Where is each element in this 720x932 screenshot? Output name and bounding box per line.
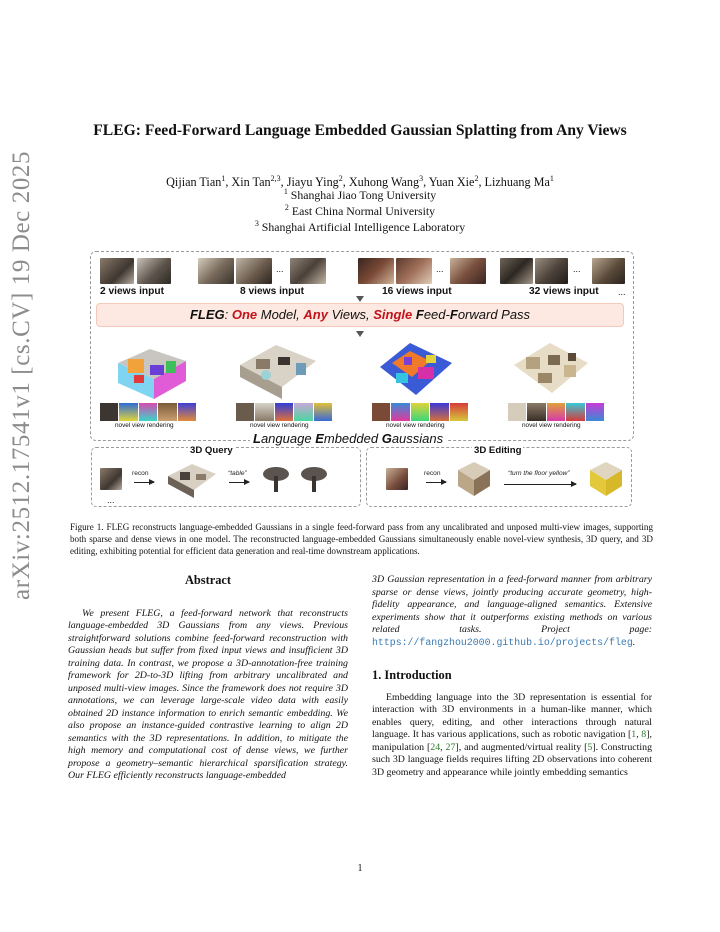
input-label-8-views: 8 views input [240, 286, 304, 297]
input-view-thumbnail [592, 258, 625, 284]
author-affiliation-mark: 2 [474, 174, 479, 183]
arxiv-identifier: arXiv:2512.17541v1 [cs.CV] 19 Dec 2025 [8, 150, 35, 600]
input-view-thumbnail [450, 258, 486, 284]
novel-view-strip [508, 403, 604, 421]
recon-label: recon [132, 470, 149, 477]
project-page-link[interactable]: https://fangzhou2000.github.io/projects/fleg [372, 636, 633, 648]
ellipsis: ... [573, 264, 581, 274]
input-view-thumbnail [290, 258, 326, 284]
figure-caption: Figure 1. FLEG reconstructs language-embedded Gaussians in a single feed-forward pass from any uncalibrated and unposed multi-view images, supporting both sparse and dense views in one model. The reconstructed language-embedded Gaussians simultaneously enable novel-view synthesis, 3D query, and 3D editing, exhibiting potential for efficient data generation and real-time downstream applications. [70, 522, 653, 557]
input-view-thumbnail [236, 258, 272, 284]
author-name: Yuan Xie [428, 175, 475, 190]
input-view-thumbnail [137, 258, 171, 284]
author-affiliation-mark: 2 [338, 174, 343, 183]
novel-view-label: novel view rendering [115, 422, 174, 429]
novel-view-label: novel view rendering [522, 422, 581, 429]
abstract-text: We present FLEG, a feed-forward network that reconstructs language-embedded 3D Gaussians from any views. Previous straightforward solutions combine feed-forward reconstruction with Gaussian heads but suffer from fixed input views and insufficient 3D training data. In contrast, we propose a 3D-annotation-free training framework for 2D-to-3D lifting from arbitrary uncalibrated and unposed multi-view images. Since the framework does not require 3D annotations, we can leverage large-scale video data with easily obtained 2D instance information to enrich semantic embedding. We also propose an instance-guided contrastive learning to align 2D semantics with the 3D representations. In addition, to mitigate the high memory and computational cost of dense views, we further propose a geometry–semantic hierarchical sparsification strategy. Our FLEG efficiently reconstructs language-embedded [68, 607, 348, 781]
ellipsis: ... [276, 264, 284, 274]
input-label-2-views: 2 views input [100, 286, 164, 297]
arrow-right-icon [426, 482, 446, 483]
editing-result [588, 460, 624, 498]
abstract-continuation: 3D Gaussian representation in a feed-forward manner from arbitrary sparse or dense views, jointly producing accurate geometry, high-fidelity appearance, and language-aligned semantics. Extensive experiments show that it outperforms existing methods on various related tasks. Project page: https://fangzhou2000.github.io/projects/fleg. [372, 574, 652, 648]
paper-title: FLEG: Feed-Forward Language Embedded Gaussian Splatting from Any Views [93, 122, 627, 139]
input-view-thumbnail [535, 258, 568, 284]
arrow-right-icon [229, 482, 249, 483]
ellipsis: ... [107, 495, 115, 505]
input-view-thumbnail [100, 258, 134, 284]
citation-link[interactable]: 27 [445, 741, 456, 753]
reconstructed-scene-32-views [508, 335, 590, 403]
arrow-down-icon [356, 296, 364, 302]
query-result-tables [260, 460, 334, 496]
citation-link[interactable]: 1 [631, 729, 637, 740]
abstract-heading: Abstract [184, 573, 232, 587]
affiliation-1: $^1$ Shanghai Jiao Tong University [283, 187, 437, 202]
introduction-heading: 1. Introduction [372, 668, 452, 682]
affiliation-3: $^3$ Shanghai Artificial Intelligence Laboratory [254, 219, 466, 234]
edit-text: “turn the floor yellow” [508, 470, 570, 477]
novel-view-strip [100, 403, 196, 421]
introduction-text: Embedding language into the 3D representation is essential for interaction with 3D environments in a human-like manner, which enables query, editing, and other interactions through natural language. It has various applications, such as robotic navigation [1, 8], manipulation [24, 27], and augmented/virtual reality [5]. Constructing such 3D language fields requires lifting 2D observations into coherent 3D geometry and appearance while jointly embedding semantics [372, 691, 653, 778]
author-name: Qijian Tian [166, 175, 222, 190]
query-title: 3D Query [190, 445, 233, 456]
input-label-32-views: 32 views input [529, 286, 599, 297]
editing-input-thumbnail [386, 468, 408, 490]
author-name: Xin Tan [231, 175, 271, 190]
query-reconstruction [164, 458, 220, 500]
arrow-down-icon [356, 331, 364, 337]
query-text: “table” [228, 470, 247, 477]
arrow-right-icon [134, 482, 154, 483]
input-label-16-views: 16 views input [382, 286, 452, 297]
novel-view-strip [372, 403, 468, 421]
author-affiliation-mark: 1 [549, 174, 554, 183]
author-name: Lizhuang Ma [484, 175, 550, 190]
novel-view-label: novel view rendering [250, 422, 309, 429]
page-number: 1 [357, 863, 363, 874]
ellipsis: ... [436, 264, 444, 274]
pipeline-banner: FLEG: One Model, Any Views, Single Feed-Forward Pass [96, 303, 624, 327]
input-view-thumbnail [500, 258, 533, 284]
novel-view-label: novel view rendering [386, 422, 445, 429]
reconstructed-scene-16-views [374, 333, 456, 401]
citation-link[interactable]: 8 [641, 729, 647, 740]
author-affiliation-mark: 3 [419, 174, 424, 183]
author-name: Jiayu Ying [286, 175, 339, 190]
author-affiliation-mark: 1 [221, 174, 226, 183]
leg-title: Language Embedded Gaussians [250, 431, 446, 446]
left-column [68, 574, 348, 783]
reconstructed-scene-2-views [110, 335, 192, 403]
input-view-thumbnail [396, 258, 432, 284]
reconstructed-scene-8-views [236, 335, 318, 403]
citation-link[interactable]: 5 [587, 741, 593, 753]
citation-link[interactable]: 24 [430, 741, 441, 753]
right-column [372, 574, 652, 779]
editing-reconstruction [456, 460, 492, 498]
input-view-thumbnail [358, 258, 394, 284]
input-view-thumbnail [198, 258, 234, 284]
author-name: Xuhong Wang [348, 175, 420, 190]
recon-label: recon [424, 470, 441, 477]
editing-title: 3D Editing [474, 445, 522, 456]
ellipsis: ... [618, 287, 626, 297]
author-affiliation-mark: 2,3 [270, 174, 281, 183]
affiliation-2: $^2$ East China Normal University [284, 203, 436, 218]
arrow-right-icon [504, 484, 576, 485]
author-list: Qijian Tian$^1$, Xin Tan$^{2,3}$, Jiayu Ying$^2$, Xuhong Wang$^3$, Yuan Xie$^2$, Lizhuang Ma$^1$ [166, 174, 554, 190]
query-input-thumbnail [100, 468, 122, 490]
novel-view-strip [236, 403, 332, 421]
